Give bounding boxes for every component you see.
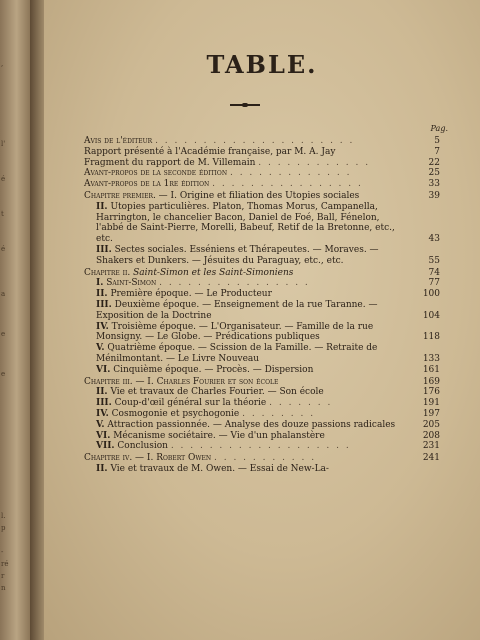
toc-entry-text: Conclusion <box>117 441 168 452</box>
toc-section-entry <box>84 343 440 365</box>
book-gutter <box>30 0 44 640</box>
facing-page-fragment: , <box>1 60 4 68</box>
toc-page-number: 104 <box>422 310 440 321</box>
toc-entry <box>84 147 440 158</box>
toc-chapter-label: Chapitre iv. — I. <box>84 453 154 464</box>
toc-section-entry: VII. Conclusion . . . . . . . . . . . . . . . . . . . 231 <box>96 441 440 452</box>
facing-page-fragment: r <box>1 572 5 580</box>
toc-section-number: VII. <box>96 441 115 452</box>
facing-page-fragment: - <box>1 548 4 556</box>
page-column-label: Pag. <box>430 124 448 133</box>
toc-entry-text: Sectes sociales. Esséniens et Thérapeutes. — Moraves. — Shakers et Dunkers. — Jésuites du Paraguay, etc., etc. <box>96 244 379 266</box>
toc-page-number: 161 <box>422 364 440 375</box>
facing-page-fragment: é <box>1 175 6 183</box>
toc-entry-text: Vie et travaux de M. Owen. — Essai de New-La- <box>110 463 329 474</box>
toc-page-number: 77 <box>428 278 440 289</box>
facing-page-edge <box>0 0 30 640</box>
toc-entry-text: Coup-d'œil général sur la théorie <box>114 398 267 409</box>
toc-page-number: 169 <box>422 376 440 387</box>
toc-section-entry: III. Coup-d'œil général sur la théorie . . . . . . . 191 <box>96 398 440 409</box>
toc-section-entry: I. Saint-Simon . . . . . . . . . . . . . . . . 77 <box>96 278 440 289</box>
toc-page-number: 231 <box>422 441 440 452</box>
toc-page-number: 5 <box>434 136 440 146</box>
page-title: TABLE. <box>206 50 318 79</box>
toc-section-number: III. <box>96 244 112 255</box>
toc-entry-text: Rapport présenté à l'Académie française, par M. A. Jay <box>84 146 336 157</box>
toc-entry-text: Cinquième époque. — Procès. — Dispersion <box>113 364 314 375</box>
toc-entry-text: Première époque. — Le Producteur <box>110 289 272 300</box>
toc-chapter-label: Chapitre iii. — I. <box>84 376 154 387</box>
toc-chapter-entry <box>84 191 440 202</box>
toc-entry-text: Vie et travaux de Charles Fourier. — Son école <box>110 387 324 398</box>
toc-entry-text: Saint-Simon et les Saint-Simoniens <box>133 267 294 278</box>
toc-page-number: 22 <box>428 157 440 168</box>
toc-section-entry <box>84 464 440 475</box>
toc-entry-text: Fragment du rapport de M. Villemain <box>84 157 256 168</box>
toc-section-number: IV. <box>96 408 109 419</box>
toc-entry-text: Avis de l'éditeur <box>84 136 153 146</box>
toc-section-number: II. <box>96 387 108 398</box>
toc-page-number: 43 <box>428 234 440 245</box>
toc-section-number: V. <box>96 343 105 354</box>
toc-section-entry <box>84 300 440 322</box>
toc-section-number: VI. <box>96 364 111 375</box>
toc-section-entry: IV. Cosmogonie et psychogonie . . . . . . . . 197 <box>96 408 440 419</box>
toc-section-entry <box>84 387 440 398</box>
toc-section-number: III. <box>96 299 112 310</box>
facing-page-fragment: é <box>1 245 6 253</box>
title-ornament <box>230 104 260 106</box>
toc-entry-text: Origine et filiation des Utopies sociales <box>179 190 360 201</box>
toc-entry-text: Deuxième époque. — Enseignement de la rue Taranne. — Exposition de la Doctrine <box>96 299 378 321</box>
toc-entry: Avant-propos de la seconde édition . . . . . . . . . . . . . 25 <box>84 168 440 179</box>
toc-entry-text: Robert Owen <box>156 453 212 464</box>
toc-entry-text: Quatrième époque. — Scission de la Famille. — Retraite de Ménilmontant. — Le Livre Nouveau <box>96 343 378 364</box>
facing-page-fragment: n <box>1 584 6 592</box>
toc-section-number: V. <box>96 419 105 430</box>
toc-page-number: 7 <box>434 146 440 157</box>
toc-section-entry <box>84 245 440 267</box>
toc-entry-text: Saint-Simon <box>106 278 157 289</box>
toc-page-number: 25 <box>428 168 440 179</box>
toc-section-entry <box>84 322 440 344</box>
toc-section-number: II. <box>96 201 108 212</box>
table-of-contents <box>84 136 440 475</box>
toc-page-number: 55 <box>428 255 440 266</box>
toc-section-entry <box>84 202 440 245</box>
toc-section-number: II. <box>96 289 108 300</box>
toc-page-number: 191 <box>422 398 440 409</box>
facing-page-fragment: l' <box>1 140 6 148</box>
facing-page-fragment: l. <box>1 512 6 520</box>
toc-section-entry <box>84 365 440 376</box>
toc-chapter-label: Chapitre ii. <box>84 267 131 278</box>
toc-section-entry <box>84 431 440 442</box>
toc-entry-text: Mécanisme sociétaire. — Vie d'un phalanstère <box>113 430 325 441</box>
toc-chapter-entry <box>84 268 440 279</box>
toc-section-number: II. <box>96 463 108 474</box>
toc-section-number: IV. <box>96 321 109 332</box>
toc-section-entry <box>84 289 440 300</box>
toc-chapter-entry: Chapitre iv. — I. Robert Owen . . . . . . . . . . . 241 <box>84 453 440 464</box>
toc-entry-text: Avant-propos de la 1re édition <box>84 179 210 190</box>
toc-page-number: 100 <box>422 289 440 300</box>
toc-page-number: 197 <box>422 408 440 419</box>
facing-page-fragment: ré <box>1 560 9 568</box>
toc-section-number: I. <box>96 278 104 289</box>
toc-section-number: VI. <box>96 430 111 441</box>
toc-section-number: III. <box>96 398 112 409</box>
facing-page-fragment: t <box>1 210 4 218</box>
toc-page-number: 208 <box>422 430 440 441</box>
toc-page-number: 74 <box>428 267 440 278</box>
toc-entry-text: Attraction passionnée. — Analyse des douze passions radicales <box>107 419 396 430</box>
toc-entry: Avant-propos de la 1re édition . . . . . . . . . . . . . . . . 33 <box>84 179 440 190</box>
toc-entry-text: Utopies particulières. Platon, Thomas Morus, Campanella, Harrington, le chancelier Bacon, Daniel de Foé, Ball, Fénelon, l'abbé de Saint-Pierre, Morelli, Babeuf, Retif de la Bretonne, etc., etc. <box>96 201 395 245</box>
toc-page-number: 33 <box>428 179 440 190</box>
toc-entry: Fragment du rapport de M. Villemain . . . . . . . . . . . . 22 <box>84 157 440 168</box>
toc-entry-text: Avant-propos de la seconde édition <box>84 168 228 179</box>
facing-page-fragment: e <box>1 330 6 338</box>
toc-entry: Avis de l'éditeur . . . . . . . . . . . . . . . . . . . . . 5 <box>84 136 440 146</box>
toc-page-number: 176 <box>422 387 440 398</box>
toc-entry-text: Cosmogonie et psychogonie <box>111 408 240 419</box>
facing-page-fragment: a <box>1 290 6 298</box>
toc-entry-text: Troisième époque. — L'Organisateur. — Famille de la rue Monsigny. — Le Globe. — Prédications publiques <box>96 321 374 343</box>
toc-page-number: 118 <box>422 332 440 343</box>
toc-entry-text: Charles Fourier et son école <box>156 376 279 387</box>
toc-section-entry <box>84 420 440 431</box>
toc-page-number: 205 <box>422 419 440 430</box>
facing-page-fragment: p <box>1 524 6 532</box>
toc-chapter-label: Chapitre premier. — I. <box>84 190 177 201</box>
toc-page-number: 39 <box>428 190 440 201</box>
facing-page-fragment: e <box>1 370 6 378</box>
toc-chapter-entry <box>84 377 440 388</box>
book-page <box>44 0 480 640</box>
toc-page-number: 241 <box>422 453 440 464</box>
toc-page-number: 133 <box>422 353 440 364</box>
